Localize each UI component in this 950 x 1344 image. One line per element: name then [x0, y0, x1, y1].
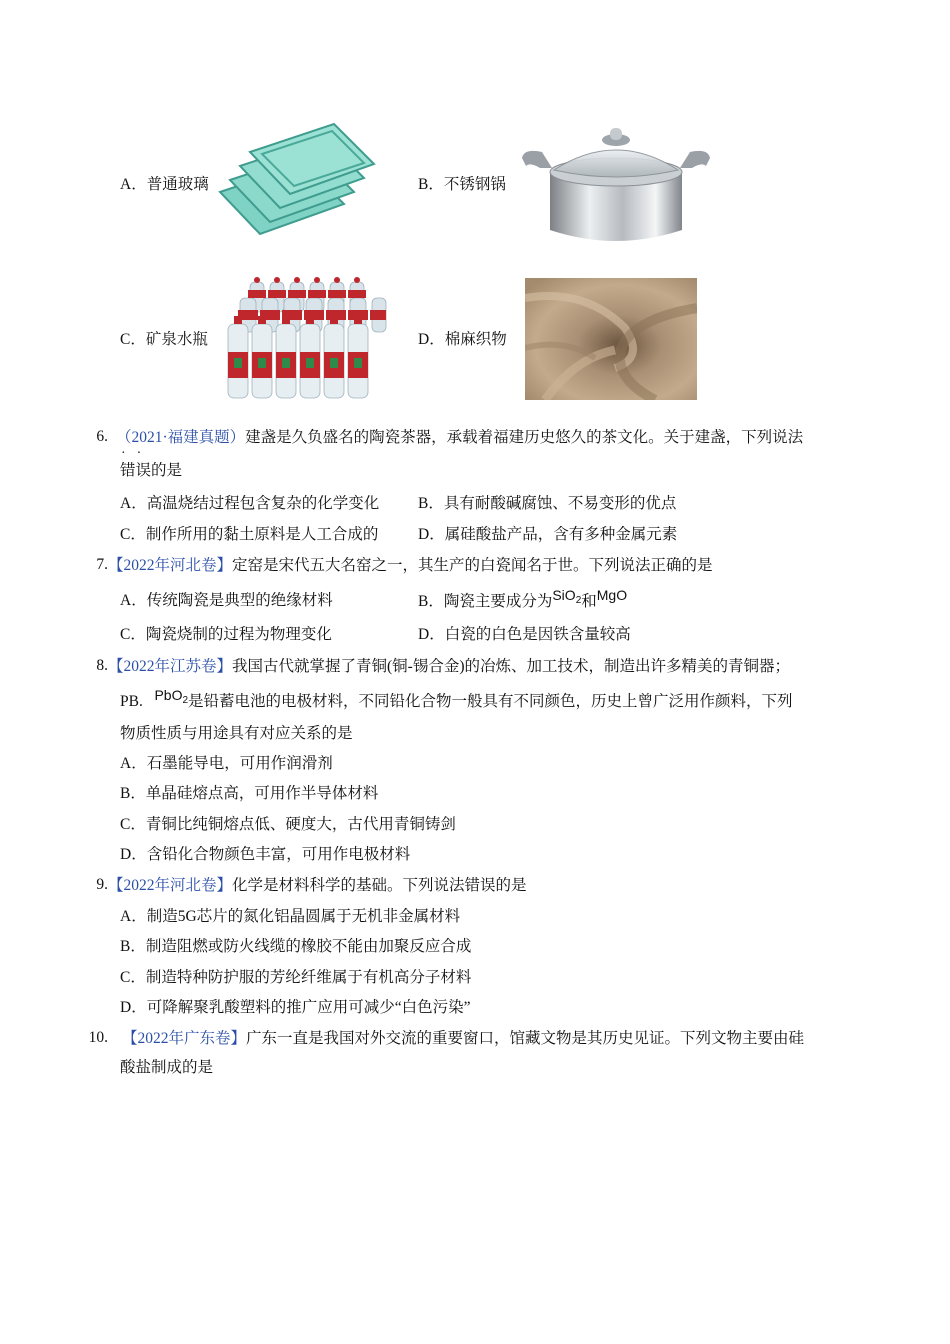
- q7-stem: [108, 556, 713, 576]
- q8-stem-line3: 物质性质与用途具有对应关系的是: [120, 725, 353, 742]
- q6-number: 6.: [96, 428, 108, 445]
- q8-option-b: B．单晶硅熔点高，可用作半导体材料: [120, 785, 379, 802]
- q6-option-d: D．属硅酸盐产品，含有多种金属元素: [418, 526, 678, 543]
- steel-pot-image: [520, 122, 712, 248]
- q8-option-d: D．含铅化合物颜色丰富，可用作电极材料: [120, 846, 411, 863]
- q9-option-b: B．制造阻燃或防火线缆的橡胶不能由加聚反应合成: [120, 938, 472, 955]
- q9-option-c: C．制造特种防护服的芳纶纤维属于有机高分子材料: [120, 969, 472, 986]
- q8-formula-pbo2: [154, 687, 189, 706]
- q7-option-b-and: 和: [581, 593, 597, 610]
- q10-number: 10.: [88, 1029, 108, 1046]
- q9-stem-text: 化学是材料科学的基础。下列说法错误的是: [232, 877, 527, 894]
- q6-stem-text1: 建盏是久负盛名的陶瓷茶器，承载着福建历史悠久的茶文化。关于建盏，下列说法: [245, 429, 804, 446]
- q8-option-c: C．青铜比纯铜熔点低、硬度大，古代用青铜铸剑: [120, 816, 456, 833]
- q7-option-c: C．陶瓷烧制的过程为物理变化: [120, 626, 332, 643]
- option-c-label: C．矿泉水瓶: [120, 331, 208, 348]
- q7-option-b-text: B．陶瓷主要成分为: [418, 593, 553, 610]
- q6-stem-line1: [116, 428, 803, 448]
- q8-option-a: A．石墨能导电，可用作润滑剂: [120, 755, 333, 772]
- q9-source: 【2022年河北卷】: [108, 877, 233, 894]
- q8-stem-line2: [120, 687, 793, 717]
- q7-option-d: D．白瓷的白色是因铁含量较高: [418, 626, 631, 643]
- q10-source: 【2022年广东卷】: [122, 1030, 247, 1047]
- q7-formula-mgo: MgO: [596, 587, 628, 603]
- q8-formula-pbo2-base: PbO: [154, 687, 183, 703]
- option-d-label: D．棉麻织物: [418, 331, 507, 348]
- q8-formula-pbo2-sub: 2: [182, 695, 189, 706]
- q7-option-b: [418, 587, 628, 617]
- q8-stem-line1: [108, 657, 790, 677]
- q7-source: 【2022年河北卷】: [108, 557, 233, 574]
- q9-stem: [108, 876, 527, 896]
- water-bottles-image: [218, 276, 388, 400]
- q6-option-a: A．高温烧结过程包含复杂的化学变化: [120, 495, 380, 512]
- q6-option-c: C．制作所用的黏土原料是人工合成的: [120, 526, 379, 543]
- cotton-linen-fabric-image: [525, 278, 697, 400]
- q7-number: 7.: [96, 556, 108, 573]
- q8-stem2-prefix: PB.: [120, 693, 143, 710]
- option-b-label: B．不锈钢锅: [418, 176, 506, 193]
- q8-number: 8.: [96, 657, 108, 674]
- q6-option-b: B．具有耐酸碱腐蚀、不易变形的优点: [418, 495, 677, 512]
- q7-formula-sio2-base: SiO: [552, 587, 576, 603]
- q6-emphasis-dots: ··: [121, 446, 153, 461]
- q8-stem-text1: 我国古代就掌握了青铜(铜-锡合金)的冶炼、加工技术，制造出许多精美的青铜器；: [232, 658, 791, 675]
- q7-formula-sio2-sub: 2: [575, 595, 582, 606]
- q9-option-d: D．可降解聚乳酸塑料的推广应用可减少“白色污染”: [120, 999, 471, 1016]
- q10-stem-text1: 广东一直是我国对外交流的重要窗口，馆藏文物是其历史见证。下列文物主要由硅: [246, 1030, 805, 1047]
- q10-stem-line1: [122, 1029, 804, 1049]
- q6-stem-line2: 错误的是: [120, 462, 183, 479]
- q6-source: （2021·福建真题）: [116, 429, 246, 446]
- q7-option-a: A．传统陶瓷是典型的绝缘材料: [120, 592, 333, 609]
- q7-formula-sio2: [552, 587, 582, 606]
- q8-stem2-rest: 是铅蓄电池的电极材料，不同铅化合物一般具有不同颜色，历史上曾广泛用作颜料，下列: [188, 693, 793, 710]
- q9-number: 9.: [96, 876, 108, 893]
- glass-panes-image: [218, 122, 378, 244]
- q8-source: 【2022年江苏卷】: [108, 658, 233, 675]
- q7-stem-text: 定窑是宋代五大名窑之一，其生产的白瓷闻名于世。下列说法正确的是: [232, 557, 713, 574]
- q10-stem-line2: 酸盐制成的是: [120, 1059, 214, 1076]
- q9-option-a: A．制造5G芯片的氮化铝晶圆属于无机非金属材料: [120, 908, 461, 925]
- option-a-label: A．普通玻璃: [120, 176, 209, 193]
